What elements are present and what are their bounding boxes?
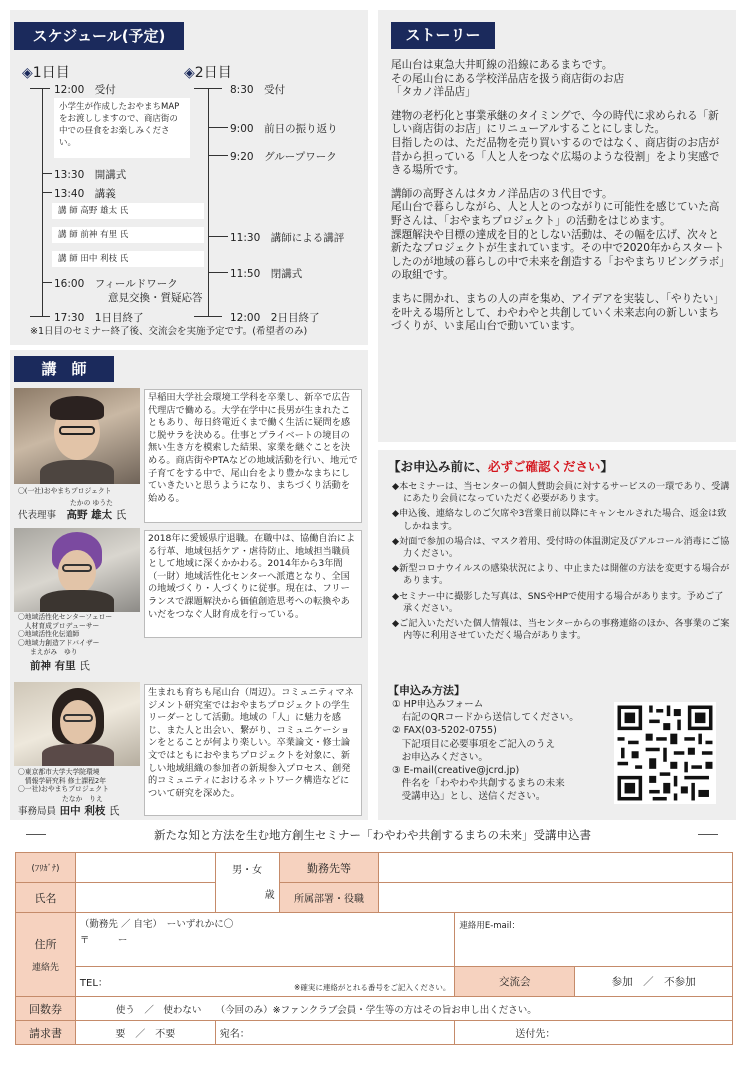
workplace-label: 勤務先等 [279, 853, 379, 883]
day2-title: ◈2日目 [184, 65, 232, 81]
tick [208, 127, 228, 128]
email-field[interactable]: 連絡用E-mail： [455, 913, 733, 967]
application-form [15, 852, 733, 1045]
tick [42, 282, 52, 283]
schedule-lecturer: 講 師 高野 雄太 氏 [52, 203, 204, 219]
dept-label: 所属部署・役職 [279, 883, 379, 913]
notice-list [392, 481, 730, 645]
story-paragraph: 講師の高野さんはタカノ洋品店の３代目です。 尾山台で暮らしながら、人と人とのつながりに可能性を感じていた高野さんは、「おやまちプロジェクト」の活動をはじめます。 課題解決や目標の達成を目的としない活動は、その幅を広げ、次々と新たなプロジェクトが生まれています。その中で2020年からスタートしたのが地域の暮らしの中で未来を創造する「おやまちリビングラボ」の取組です。 [391, 187, 725, 282]
day1-item: 意見交換・質疑応答 [108, 292, 203, 304]
addressee-field[interactable]: 宛名： [215, 1021, 455, 1045]
day1-item: 13:40 講義 [54, 188, 116, 200]
schedule-footnote: ※1日目のセミナー終了後、交流会を実施予定です。(希望者のみ) [30, 326, 308, 337]
tick [194, 88, 222, 89]
day1-title: ◈1日目 [22, 65, 70, 81]
day2-item: 11:30 講師による講評 [230, 232, 345, 244]
dept-field[interactable] [379, 883, 733, 913]
invoice-label: 請求書 [16, 1021, 76, 1045]
tick [30, 316, 50, 317]
day1-item: 12:00 受付 [54, 84, 116, 96]
shipping-field[interactable]: 送付先： [455, 1021, 733, 1045]
tick [208, 272, 228, 273]
tick [42, 192, 52, 193]
schedule-lecturer: 講 師 田中 利枝 氏 [52, 251, 204, 267]
lecturer-org: 〇東京都市大学大学院環境 情報学研究科 修士課程2年 〇一社)おやまちプロジェクト [18, 768, 109, 793]
lecturers-header: 講 師 [14, 356, 114, 382]
lecturer-name: 前神 有里 氏 [30, 660, 90, 672]
lecturer-photo [14, 388, 140, 484]
day2-timeline [208, 88, 209, 316]
day1-item: 13:30 開講式 [54, 169, 127, 181]
name-field[interactable] [75, 883, 215, 913]
notice-item: ◆申込後、連絡なしのご欠席や3営業日前以降にキャンセルされた場合、返金は致しかねます。 [392, 508, 727, 532]
lecturer-bio: 2018年に愛媛県庁退職。在職中は、協働自治による行革、地域包括ケア・虐待防止、地域担当職員として地域に深くかかわる。2014年から3年間（一財）地域活性化センターへ派遣となり、全国の地域づくり・人づくりに従事。現在は、フリーランスで課題解決から価値創造思考への転換やあいだをつなぐ人財育成を行っている。 [144, 530, 362, 638]
lecturer-furigana: たなか りえ [62, 795, 103, 803]
tick [194, 316, 222, 317]
story-text [391, 59, 729, 344]
day1-item: 16:00 フィールドワーク [54, 278, 178, 290]
schedule-lecturer: 講 師 前神 有里 氏 [52, 227, 204, 243]
qr-code-icon[interactable] [614, 702, 716, 804]
notice-item: ◆新型コロナウイルスの感染状況により、中止または開催の方法を変更する場合があります。 [392, 563, 730, 587]
lecturer-bio: 早稲田大学社会環境工学科を卒業し、新卒で広告代理店で働める。大学在学中に長男が生まれたこともあり、毎日終電近くまで働く生活に疑問を感じ脱サラを決める。仕事とプライベートの境目の無い生き方を模索した結果、家業を継ぐことを決める。商店街やPTAなどの地域活動を行い、地元で子育てをする中で、尾山台をより豊かなまちにしていきたいと思うようになり、まちづくり活動を始める。 [144, 389, 362, 523]
tick [208, 236, 228, 237]
name-label: 氏名 [16, 883, 76, 913]
address-label: 住所 連絡先 [16, 913, 76, 997]
day2-item: 8:30 受付 [230, 84, 286, 96]
lecturer-photo [14, 528, 140, 612]
tick [30, 88, 50, 89]
lecturer-org: 〇(一社)おやまちプロジェクト [18, 487, 112, 495]
coupon-label: 回数券 [16, 997, 76, 1021]
furigana-label: (ﾌﾘｶﾞﾅ) [16, 853, 76, 883]
lecturer-furigana: たかの ゆうた [70, 499, 113, 507]
diamond-icon: ◈ [184, 65, 195, 81]
exchange-options[interactable]: 参加 ／ 不参加 [575, 967, 733, 997]
apply-methods: ① HP申込みフォーム 右記のQRコードから送信してください。 ② FAX(03-5202-0755) 下記項目に必要事項をご記入のうえ お申込みください。 ③ E-mail(creative@jcrd.jp) 件名を「わやわや共創するまちの未来 受講申込」とし、送信ください。 [392, 699, 579, 803]
gender-age-field[interactable]: 男・女 歳 [215, 853, 279, 913]
story-paragraph: 建物の老朽化と事業承継のタイミングで、今の時代に求められる「新しい商店街のお店」にリニューアルすることにしました。 目指したのは、ただ品物を売り買いするのではなく、商店街のお店が昔から担っている「人と人をつなぐ広場のような役割」をより実感できる場所です。 [391, 109, 720, 177]
notice-item: ◆ご記入いただいた個人情報は、当センターからの事務連絡のほか、各事業のご案内等に利用させていただく場合があります。 [392, 618, 730, 642]
notice-item: ◆セミナー中に撮影した写真は、SNSやHPで使用する場合があります。予めご了承ください。 [392, 590, 724, 614]
exchange-label: 交流会 [455, 967, 575, 997]
notice-item: ◆本セミナーは、当センターの個人賛助会員に対するサービスの一環であり、受講にあたり会員になっていただく必要があります。 [392, 481, 730, 505]
lecturer-org: 〇地域活性化センターフェロー 人材育成プロデューサー 〇地域活性化伝道師 〇地域力創造アドバイザー [18, 613, 113, 647]
invoice-options[interactable]: 要 ／ 不要 [75, 1021, 215, 1045]
tel-field[interactable]: TEL： ※確実に連絡がとれる番号をご記入ください。 [75, 967, 454, 997]
workplace-field[interactable] [379, 853, 733, 883]
story-header: ストーリー [391, 22, 495, 49]
furigana-field[interactable] [75, 853, 215, 883]
diamond-icon: ◈ [22, 65, 33, 81]
schedule-header: スケジュール(予定) [14, 22, 184, 50]
day2-item: 12:00 2日目終了 [230, 312, 320, 324]
lecturer-furigana: まえがみ ゆり [30, 648, 78, 656]
tick [42, 173, 52, 174]
day2-item: 11:50 閉講式 [230, 268, 303, 280]
lecturer-bio: 生まれも育ちも尾山台（周辺）。コミュニティマネジメント研究室ではおやまちプロジェクトの学生リーダーとして活動。地域の「人」に魅力を感じ、また人と出会い、繋がり、コミュニケーションをとることが何より楽しい。卒業論文・修士論文ではともにおやまちプロジェクトを対象に、新しい地域組織の参加者の新規参入プロセス、創発的コミュニティにおけるネットワーク構造などについて研究を深めた。 [144, 684, 362, 816]
story-paragraph: 尾山台は東急大井町線の沿線にあるまちです。 その尾山台にある学校洋品店を扱う商店街のお店 「タカノ洋品店」 [391, 59, 625, 99]
lunch-note: 小学生が作成したおやまちMAPをお渡ししますので、商店街の中での昼食をお楽しみください。 [54, 98, 190, 158]
story-paragraph: まちに開かれ、まちの人の声を集め、アイデアを実装し、「やりたい」を叶える場所として、わやわやと共創していく未来志向の新しいまちづくりが、いま尾山台で動いています。 [391, 292, 724, 333]
lecturer-photo [14, 682, 140, 766]
coupon-options[interactable]: 使う ／ 使わない （今回のみ）※ファンクラブ会員・学生等の方はその旨お申し出ください。 [75, 997, 732, 1021]
day2-item: 9:00 前日の振り返り [230, 123, 338, 135]
address-field[interactable]: （勤務先 ／ 自宅） ーいずれかに〇 〒 ー [75, 913, 454, 967]
notice-item: ◆対面で参加の場合は、マスク着用、受付時の体温測定及びアルコール消毒にご協力ください。 [392, 535, 730, 560]
form-title: 新たな知と方法を生む地方創生セミナー「わやわや共創するまちの未来」受講申込書 [154, 828, 591, 842]
notice-title: 【お申込み前に、必ずご確認ください】 [388, 459, 614, 474]
apply-title: 【申込み方法】 [388, 684, 465, 697]
lecturer-name: 事務局員 田中 利枝 氏 [18, 805, 120, 817]
day1-item: 17:30 1日目終了 [54, 312, 144, 324]
lecturer-name: 代表理事 高野 雄太 氏 [18, 509, 127, 521]
tick [208, 155, 228, 156]
day2-item: 9:20 グループワーク [230, 151, 337, 163]
